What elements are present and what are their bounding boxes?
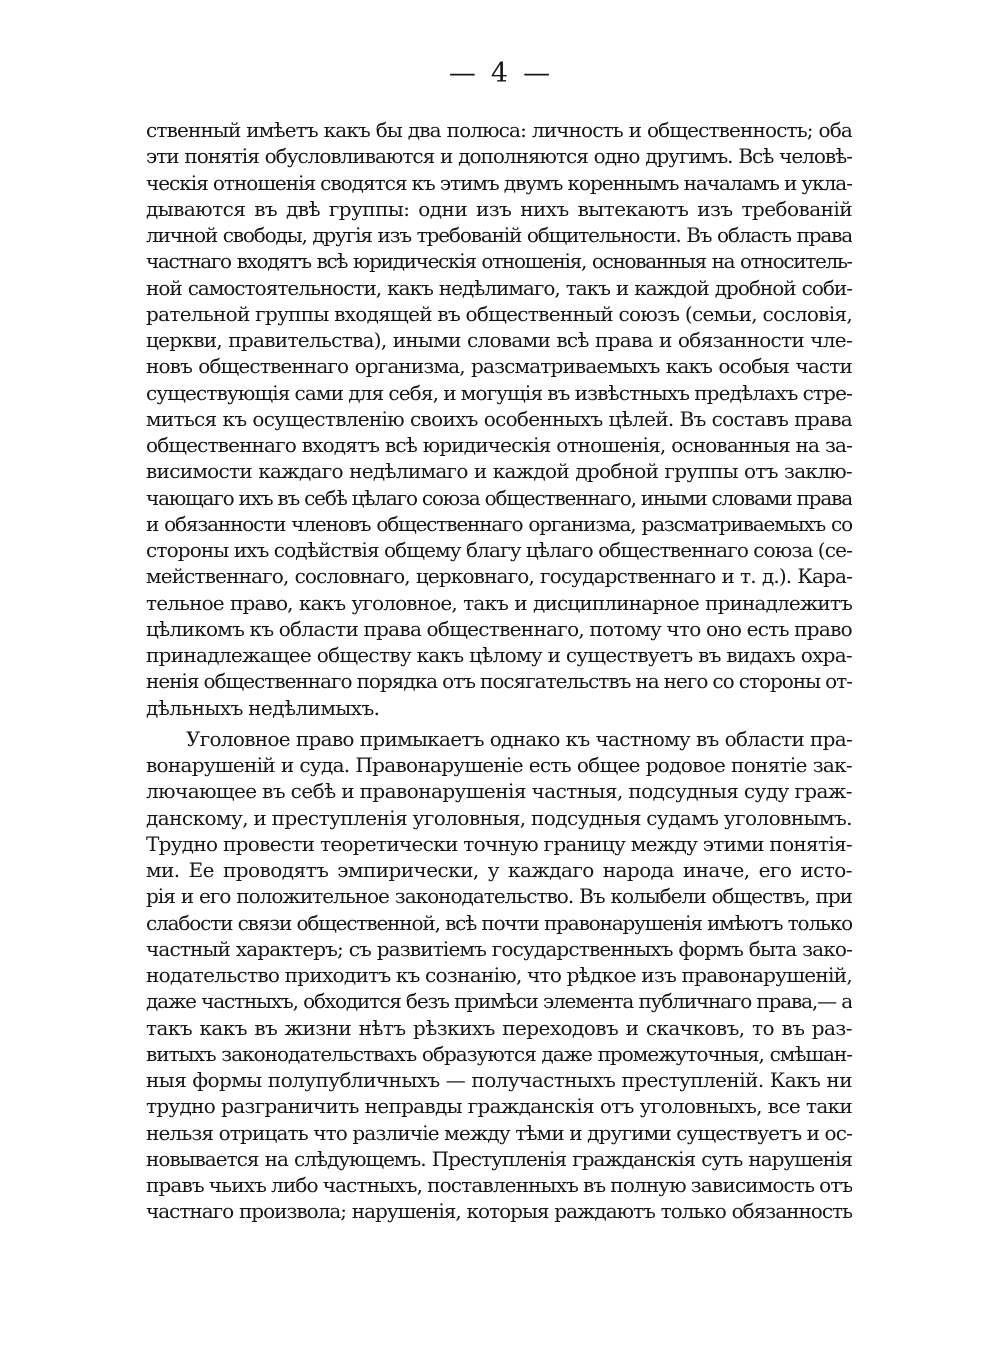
text-line: ныя формы полупубличныхъ — получастныхъ преступленій. Какъ ни <box>146 1068 852 1092</box>
text-line: частный характеръ; съ развитіемъ государственныхъ формъ быта зако- <box>146 936 852 961</box>
text-line: дываются въ двѣ группы: одни изъ нихъ вытекаютъ изъ требованій <box>146 196 852 221</box>
text-line: эти понятія обусловливаются и дополняются одно другимъ. Всѣ человѣ- <box>146 144 852 169</box>
text-line: нодательство приходитъ къ сознанію, что рѣдкое изъ правонарушеній, <box>146 963 852 987</box>
text-line: дѣльныхъ недѣлимыхъ. <box>146 695 380 720</box>
text-line: чающаго ихъ въ себѣ цѣлаго союза общественнаго, иными словами права <box>146 485 852 510</box>
text-line: витыхъ законодательствахъ образуются даже промежуточныя, смѣшан- <box>146 1041 852 1066</box>
text-line: общественнаго входятъ всѣ юридическія отношенія, основанныя на за- <box>146 433 852 457</box>
text-line: мейственнаго, сословнаго, церковнаго, государственнаго и т. д.). Кара- <box>146 564 852 589</box>
text-line: частнаго входятъ всѣ юридическія отношенія, основанныя на относитель- <box>146 249 852 274</box>
text-line: новъ общественнаго организма, разсматриваемыхъ какъ особыя части <box>146 354 852 379</box>
text-line: существующія сами для себя, и могущія въ извѣстныхъ предѣлахъ стре- <box>146 380 852 405</box>
text-line: даже частныхъ, обходится безъ примѣси элемента публичнаго права,— а <box>146 989 852 1014</box>
text-line: такъ какъ въ жизни нѣтъ рѣзкихъ переходовъ и скачковъ, то въ раз- <box>146 1015 852 1040</box>
paragraph-1 <box>146 117 852 721</box>
text-line: принадлежащее обществу какъ цѣлому и существуетъ въ видахъ охра- <box>146 643 852 667</box>
text-line: рательной группы входящей въ общественный союзъ (семьи, сословія, <box>146 301 852 326</box>
text-line: миться къ осуществленію своихъ особенныхъ цѣлей. Въ составъ права <box>146 406 852 431</box>
text-line: частнаго произвола; нарушенія, которыя раждаютъ только обязанность <box>146 1199 852 1224</box>
body-text <box>146 117 852 1225</box>
text-line: ми. Ее проводятъ эмпирически, у каждаго народа иначе, его исто- <box>146 858 852 882</box>
page-number-dash-right: — <box>523 58 552 89</box>
text-line: Трудно провести теоретически точную границу между этими понятія- <box>146 831 852 856</box>
text-line: цѣликомъ къ области права общественнаго, потому что оно есть право <box>146 616 852 641</box>
text-line: трудно разграничить неправды гражданскія отъ уголовныхъ, все таки <box>146 1094 852 1119</box>
text-line: стороны ихъ содѣйствія общему благу цѣлаго общественнаго союза (се- <box>146 538 852 562</box>
text-line: висимости каждаго недѣлимаго и каждой дробной группы отъ заклю- <box>146 459 852 484</box>
text-line: рія и его положительное законодательство. Въ колыбели обществъ, при <box>146 884 852 909</box>
paragraph-2 <box>146 726 852 1225</box>
text-line: лючающее въ себѣ и правонарушенія частныя, подсудныя суду граж- <box>146 779 852 804</box>
text-line: ческія отношенія сводятся къ этимъ двумъ кореннымъ началамъ и укла- <box>146 170 852 195</box>
text-line: ной самостоятельности, какъ недѣлимаго, такъ и каждой дробной соби- <box>146 275 852 300</box>
text-line: ненія общественнаго порядка отъ посягательствъ на него со стороны от- <box>146 669 852 694</box>
page-number <box>0 58 1000 89</box>
text-line: тельное право, какъ уголовное, такъ и дисциплинарное принадлежитъ <box>146 590 852 615</box>
text-line: ственный имѣетъ какъ бы два полюса: личность и общественность; оба <box>146 118 852 142</box>
text-line: Уголовное право примыкаетъ однако къ частному въ области пра- <box>186 726 852 751</box>
page-number-dash-left: — <box>448 58 477 89</box>
text-line: слабости связи общественной, всѣ почти правонарушенія имѣютъ только <box>146 910 852 935</box>
text-line: вонарушеній и суда. Правонарушеніе есть общее родовое понятіе зак- <box>146 753 852 777</box>
text-line: правъ чьихъ либо частныхъ, поставленныхъ въ полную зависимость отъ <box>146 1173 852 1197</box>
page-number-value: 4 <box>490 58 510 89</box>
text-line: новывается на слѣдующемъ. Преступленія гражданскія суть нарушенія <box>146 1146 852 1171</box>
text-line: и обязанности членовъ общественнаго организма, разсматриваемыхъ со <box>146 511 852 536</box>
text-line: нельзя отрицать что различіе между тѣми и другими существуетъ и ос- <box>146 1120 852 1145</box>
text-line: личной свободы, другія изъ требованій общительности. Въ область права <box>146 223 852 247</box>
text-line: церкви, правительства), иными словами всѣ права и обязанности чле- <box>146 328 852 352</box>
text-line: данскому, и преступленія уголовныя, подсудныя судамъ уголовнымъ. <box>146 805 852 830</box>
